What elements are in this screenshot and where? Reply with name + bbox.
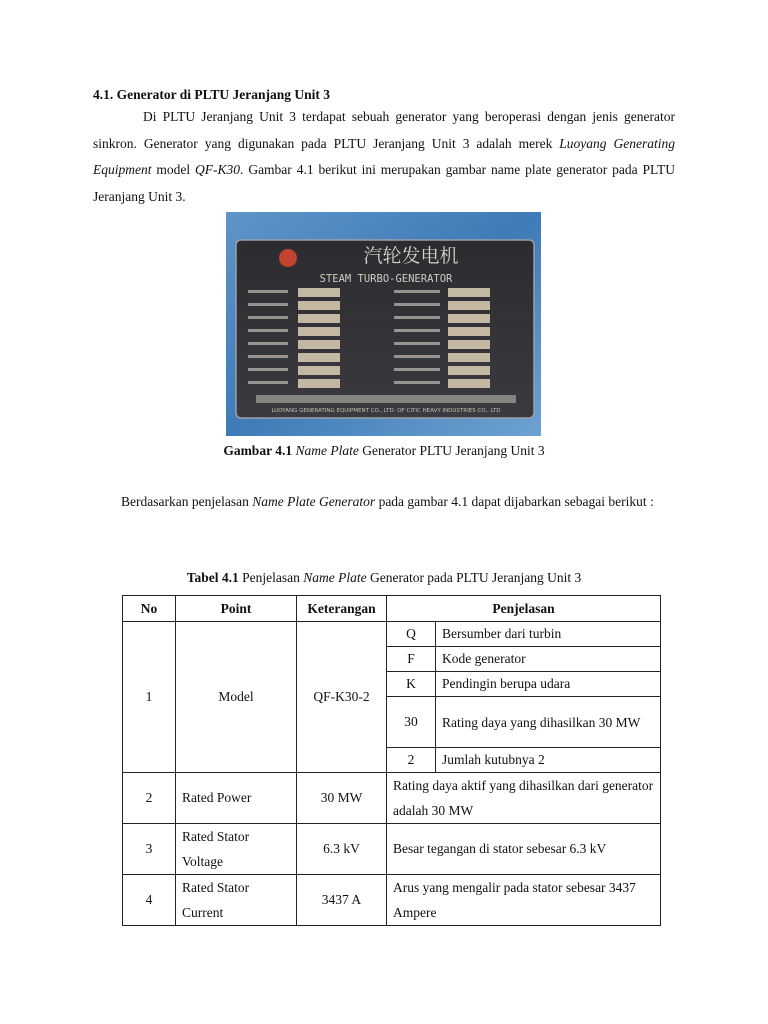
figure-caption-text: Generator PLTU Jeranjang Unit 3 [358,443,545,458]
row-no: 1 [123,622,176,773]
row-no: 3 [123,824,176,875]
row-penjelasan: Rating daya aktif yang dihasilkan dari generator adalah 30 MW [387,773,661,824]
explanation-text-1: Berdasarkan penjelasan [121,494,253,509]
row-keterangan: 6.3 kV [297,824,387,875]
table-caption-text-2: Generator pada PLTU Jeranjang Unit 3 [366,570,582,585]
table-row [123,824,661,875]
explanation-italic: Name Plate Generator [252,494,376,509]
model-code: 30 [387,697,436,748]
intro-text-1: Di PLTU Jeranjang Unit 3 terdapat sebuah generator yang beroperasi dengan jenis generator sinkron. Generator yang digunakan pada PLTU Jeranjang Unit 3 adalah merek [93,109,675,151]
model-code-desc: Rating daya yang dihasilkan 30 MW [436,697,661,748]
brand-name: Luoyang Generating Equipment [93,135,675,177]
header-no: No [123,596,176,622]
nameplate-maker-line: LUOYANG GENERATING EQUIPMENT CO., LTD. OF CITIC HEAVY INDUSTRIES CO., LTD [271,408,501,414]
model-code: 2 [387,748,436,773]
intro-paragraph [93,104,675,210]
model-code-desc: Pendingin berupa udara [436,672,661,697]
figure-caption-italic: Name Plate [295,443,359,458]
row-no: 2 [123,773,176,824]
explanation-paragraph [93,489,675,516]
row-point: Model [176,622,297,773]
header-point: Point [176,596,297,622]
row-no: 4 [123,875,176,926]
row-keterangan: QF-K30-2 [297,622,387,773]
model-code-desc: Jumlah kutubnya 2 [436,748,661,773]
table-row [123,622,661,647]
model-code: F [387,647,436,672]
model-code: K [387,672,436,697]
row-point: Rated Stator Current [176,875,297,926]
figure-caption [0,443,768,459]
intro-text-2: model [151,162,196,177]
row-point: Rated Stator Voltage [176,824,297,875]
section-heading: 4.1. Generator di PLTU Jeranjang Unit 3 [93,87,331,102]
header-keterangan: Keterangan [297,596,387,622]
figure-caption-label: Gambar 4.1 [223,443,293,458]
model-code-desc: Kode generator [436,647,661,672]
row-point: Rated Power [176,773,297,824]
nameplate-english-title: STEAM TURBO-GENERATOR [319,273,453,285]
table-caption-label: Tabel 4.1 [186,570,239,585]
nameplate-photo [226,212,541,436]
table-caption [0,570,768,586]
row-penjelasan: Arus yang mengalir pada stator sebesar 3437 Ampere [387,875,661,926]
model-code-desc: Bersumber dari turbin [436,622,661,647]
nameplate-chinese-title: 汽轮发电机 [363,245,459,267]
table-caption-text-1: Penjelasan [238,570,304,585]
explanation-text-2: pada gambar 4.1 dapat dijabarkan sebagai berikut : [375,494,654,509]
table-caption-italic: Name Plate [303,570,367,585]
model-name: QF-K30 [195,162,241,177]
table-row [123,773,661,824]
table-row [123,875,661,926]
row-penjelasan: Besar tegangan di stator sebesar 6.3 kV [387,824,661,875]
nameplate-table [122,595,661,926]
row-keterangan: 3437 A [297,875,387,926]
model-code: Q [387,622,436,647]
intro-text-3: . Gambar 4.1 berikut ini merupakan gambar name plate generator pada PLTU Jeranjang Unit 3. [93,162,676,204]
header-penjelasan: Penjelasan [387,596,661,622]
table-header-row [123,596,661,622]
row-keterangan: 30 MW [297,773,387,824]
